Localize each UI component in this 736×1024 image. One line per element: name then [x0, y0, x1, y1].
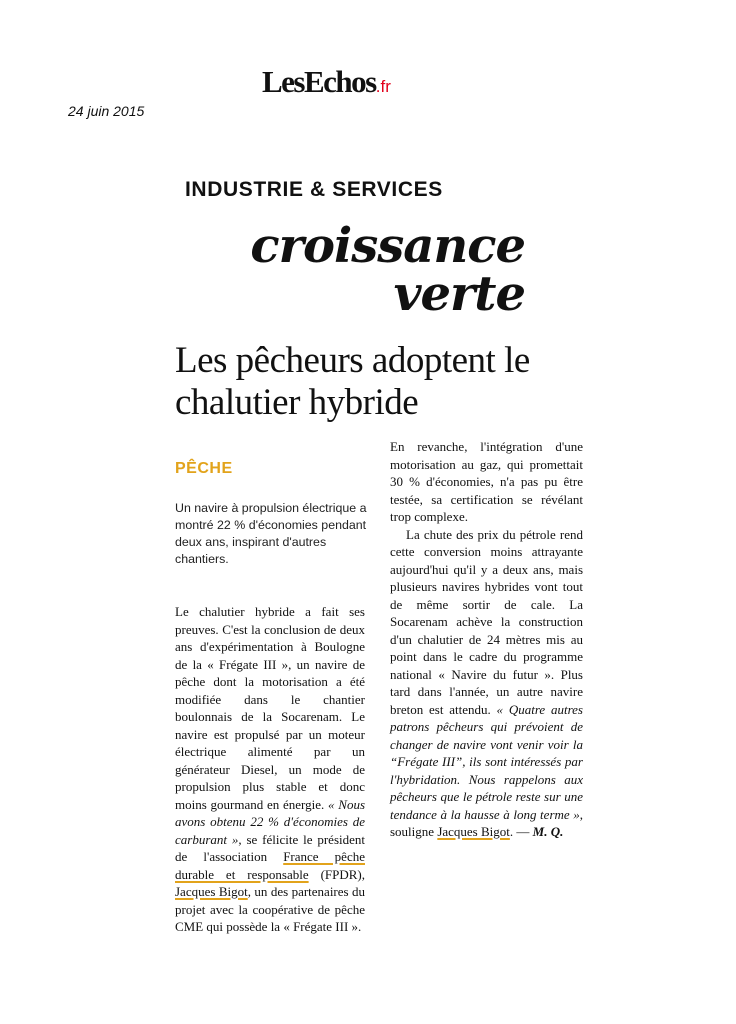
- section-title-line1: croissance: [250, 218, 525, 274]
- link-jacques-bigot[interactable]: Jacques Bigot: [175, 884, 248, 899]
- logo-main: LesEchos: [262, 64, 376, 99]
- section-title: [185, 218, 525, 322]
- body-paragraph-2: [390, 526, 583, 841]
- headline: Les pêcheurs adoptent le chalutier hybride: [175, 340, 530, 423]
- body-text: Le chalutier hybride a fait ses preuves. C'est la conclusion de deux ans d'expérimentation à Boulogne de la « Frégate III », un navire de pêche dont la motorisation a été modifiée dans le chantier boulonnais de la Socarenam. Le navire est propulsé par un moteur électrique alimenté par un générateur Diesel, un mode de propulsion plus stable et donc moins gourmand en énergie.: [175, 604, 365, 812]
- logo-suffix: .fr: [375, 77, 391, 96]
- body-text: La chute des prix du pétrole rend cette conversion moins attrayante aujourd'hui qu'il y a deux ans, mais plusieurs navires hybrides vont tout de même sortir de cale. La Socarenam achève la construction d'un chalutier de 24 mètres mis au point dans le cadre du programme national « Navire du futur ». Plus tard dans l'année, un autre navire breton est attendu.: [390, 526, 583, 717]
- body-text: (FPDR),: [308, 866, 365, 882]
- link-fpdr[interactable]: France pêche durable et responsable: [175, 849, 365, 882]
- body-text: , souligne: [390, 806, 583, 839]
- body-paragraph-1: [175, 603, 365, 936]
- quote: « Quatre autres patrons pêcheurs qui prévoient de changer de navire vont venir voir la “Frégate III”, ils sont intéressés par l'hybridation. Nous rappelons aux pêcheurs que le pétrole reste sur une tendance à la hausse à long terme »: [390, 701, 583, 822]
- quote: « Nous avons obtenu 22 % d'économies de carburant »: [175, 796, 366, 847]
- author-signature: M. Q.: [532, 824, 564, 839]
- body-text: , un des partenaires du projet avec la coopérative de pêche CME qui possède la « Frégate III ».: [175, 884, 366, 934]
- logo: [262, 64, 391, 100]
- body-text: . —: [509, 824, 533, 839]
- rubric: INDUSTRIE & SERVICES: [185, 178, 443, 201]
- body-text: , se félicite le président de l'association: [175, 831, 365, 864]
- body-paragraph-1-continued: En revanche, l'intégration d'une motorisation au gaz, qui promettait 30 % d'économies, n'a pas pu être testée, sa certification se révélant trop complexe.: [390, 439, 583, 524]
- publication-date: 24 juin 2015: [68, 103, 145, 119]
- body-column-right: [390, 438, 583, 841]
- lead-paragraph: Un navire à propulsion électrique a montré 22 % d'économies pendant deux ans, inspirant d'autres chantiers.: [175, 501, 367, 566]
- body-column-left: [175, 603, 365, 936]
- category-label: PÊCHE: [175, 460, 233, 477]
- link-jacques-bigot[interactable]: Jacques Bigot: [437, 824, 510, 839]
- section-title-line2: verte: [393, 266, 525, 322]
